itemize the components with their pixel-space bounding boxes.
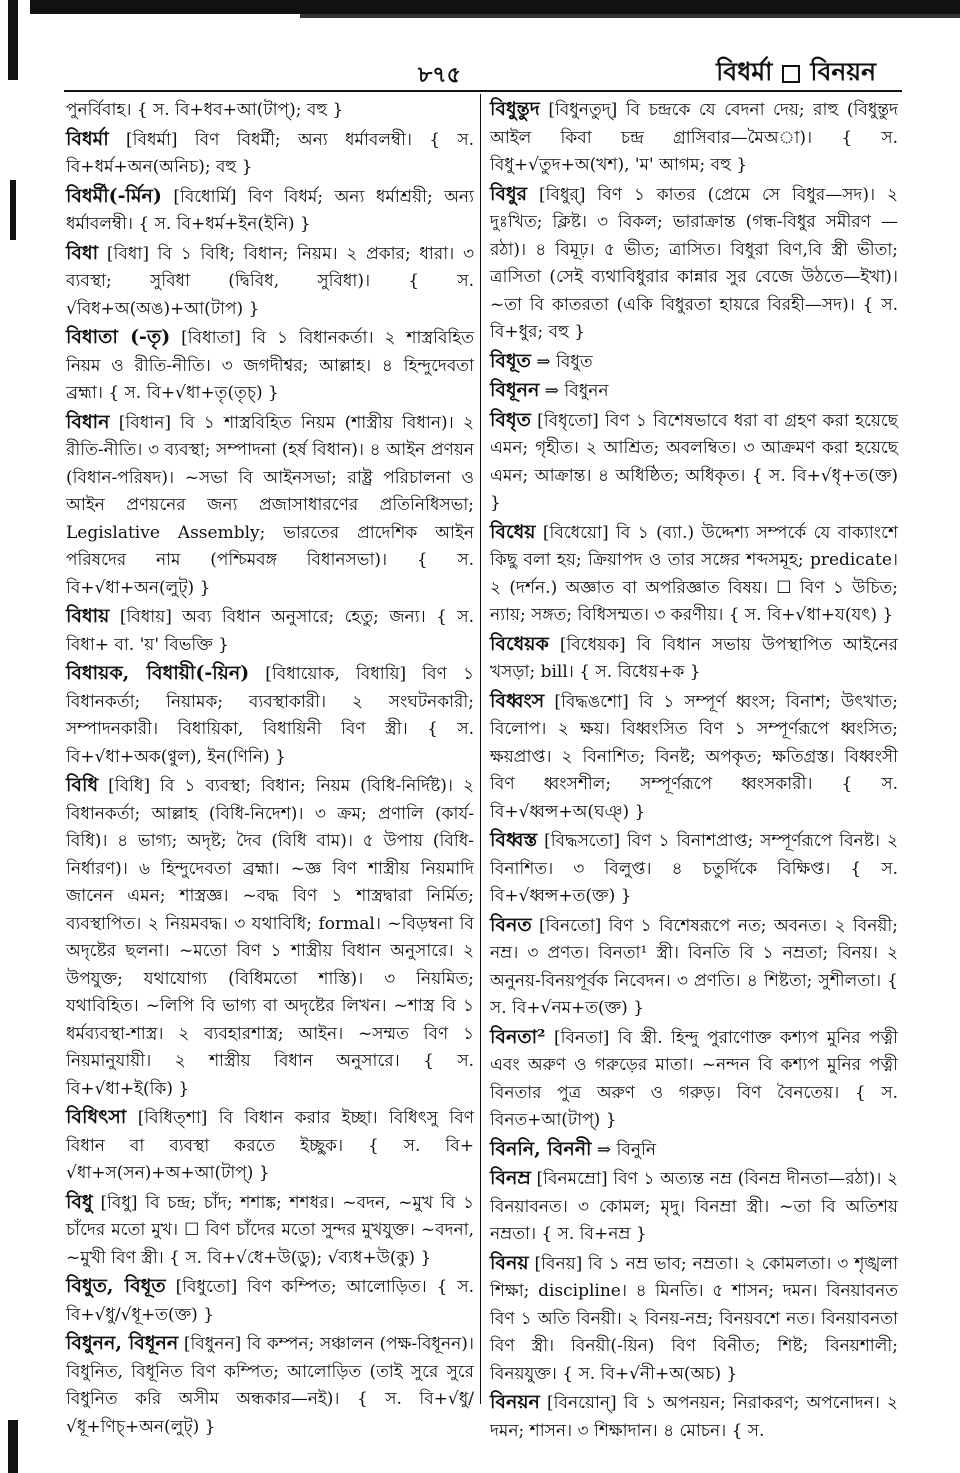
guide-word-first: বিধর্মা <box>716 57 773 86</box>
entry-definition: [বিধু] বি চন্দ্র; চাঁদ; শশাঙ্ক; শশধর। ~বদন, ~মুখ বি ১ চাঁদের মতো মুখ। ☐ বিণ চাঁদের মতো সুন্দর মুখযুক্ত। ~বদনা, ~মুখী বিণ স্ত্রী। { স. বি+√ধে+উ(ডু); √ব্যধ+উ(কু) } <box>66 1192 474 1268</box>
entry-definition: ⇒ বিধুনন <box>544 381 609 401</box>
dictionary-entry <box>490 1024 898 1135</box>
entry-headword: বিধুনন, বিধূনন <box>66 1332 179 1354</box>
column-divider <box>480 94 481 1404</box>
dictionary-entry <box>490 407 898 518</box>
entry-definition: [বিধর্মা] বিণ বিধর্মী; অন্য ধর্মাবলম্বী। { স. বি+ধর্ম+অন(অনিচ); বহু } <box>66 129 474 177</box>
dictionary-entry <box>66 96 474 125</box>
dictionary-entry <box>66 772 474 1103</box>
entry-headword: বিধুত, বিধূত <box>66 1275 166 1297</box>
scan-edge-top <box>30 0 960 14</box>
entry-headword: বিধেয়ক <box>490 632 549 655</box>
entry-headword: বিধায় <box>66 605 110 627</box>
dictionary-entry <box>490 827 898 911</box>
entry-headword: বিধ্বস্ত <box>490 829 538 851</box>
entry-headword: বিধূত <box>490 349 531 372</box>
dictionary-entry <box>66 409 474 603</box>
dictionary-entry <box>66 126 474 182</box>
dictionary-entry <box>66 324 474 408</box>
entry-definition: [বিধৃতো] বিণ ১ বিশেষভাবে ধরা বা গ্রহণ করা হয়েছে এমন; গৃহীত। ২ আশ্রিত; অবলম্বিত। ৩ আক্রমণ করা হয়েছে এমন; আক্রান্ত। ৪ অধিষ্ঠিত; অধিকৃত। { স. বি+√ধৃ+ত(ক্ত) } <box>490 410 898 513</box>
entry-definition: [বিদ্ধঙশো] বি ১ সম্পূর্ণ ধ্বংস; বিনাশ; উৎখাত; বিলোপ। ২ ক্ষয়। বিধ্বংসিত বিণ ১ সম্পূর্ণরূপে ধ্বংসিত; ক্ষয়প্রাপ্ত। ২ বিনাশিত; বিনষ্ট; অপকৃত; ক্ষতিগ্রস্ত। বিধ্বংসী বিণ ধ্বংসশীল; সম্পূর্ণরূপে ধ্বংসকারী। { স. বি+√ধ্বন্স+অ(ঘঞ্) } <box>490 691 898 822</box>
dictionary-entry <box>490 519 898 630</box>
dictionary-entry <box>66 1273 474 1329</box>
dictionary-entry <box>490 377 898 406</box>
spine-shadow <box>10 180 16 240</box>
right-column <box>490 96 898 1446</box>
dictionary-entry <box>66 1330 474 1441</box>
entry-definition: [বিধেয়ক] বি বিধান সভায় উপস্থাপিত আইনের খসড়া; bill। { স. বিধেয়+ক } <box>490 634 898 682</box>
entry-headword: বিধায়ক, বিধায়ী(-য়িন) <box>66 662 250 684</box>
dictionary-entry <box>66 660 474 771</box>
dictionary-entry <box>66 1104 474 1188</box>
entry-definition: [বিধায়] অব্য বিধান অনুসারে; হেতু; জন্য। { স. বিধা+ বা. 'য়' বিভক্তি } <box>66 607 475 655</box>
entry-headword: বিননি, বিননী <box>490 1137 592 1160</box>
entry-headword: বিধর্মী(-র্মিন) <box>66 184 162 207</box>
entry-definition: [বিধুনতুদ্] বি চন্দ্রকে যে বেদনা দেয়; রাহু (বিধুন্তুদ আইল কিবা চন্দ্র গ্রাসিবার—মৈঅা)। { স. বিধু+√তুদ+অ(খশ), 'ম' আগম; বহু } <box>490 100 898 175</box>
entry-definition: পুনর্বিবাহ। { স. বি+ধব+আ(টাপ্); বহু } <box>66 100 344 120</box>
entry-headword: বিনয়ন <box>490 1391 540 1413</box>
entry-headword: বিনত <box>490 913 532 936</box>
dictionary-entry <box>490 1136 898 1165</box>
dictionary-entry <box>490 1165 898 1249</box>
header-rule <box>64 90 902 92</box>
entry-definition: ⇒ বিনুনি <box>596 1139 657 1160</box>
separator-box-icon <box>782 65 800 83</box>
entry-definition: [বিধুর্] বিণ ১ কাতর (প্রেমে সে বিধুর—সদ)। ২ দুঃখিত; ক্লিষ্ট। ৩ বিকল; ভারাক্রান্ত (গন্ধ-বিধুর সমীরণ —রঠা)। ৪ বিমূঢ়। ৫ ভীত; ত্রাসিত। বিধুরা বিণ,বি স্ত্রী ভীতা; ত্রাসিতা (সেই ব্যথাবিধুরার কান্নার সুর বেজে উঠতে—ইখা)। ~তা বি কাতরতা (একি বিধুরতা হায়রে বিরহী—সদ)। { স. বি+ধুর; বহু } <box>490 184 899 342</box>
entry-headword: বিধা <box>66 241 99 264</box>
entry-headword: বিধর্মা <box>66 127 109 150</box>
entry-headword: বিধি <box>66 774 99 796</box>
entry-headword: বিধুন্তুদ <box>490 98 540 120</box>
entry-headword: বিধু <box>66 1190 93 1213</box>
dictionary-entry <box>490 181 898 347</box>
entry-definition: [বিধায়োক, বিধায়ি] বিণ ১ বিধানকর্তা; নিয়ামক; ব্যবস্থাকারী। ২ সংঘটনকারী; সম্পাদনকারী। বিধায়িকা, বিধায়িনী বিণ স্ত্রী। { স. বি+√ধা+অক(ণ্বুল), ইন(ণিনি) } <box>66 664 474 767</box>
entry-definition: [বিধিত্শা] বি বিধান করার ইচ্ছা। বিধিৎসু বিণ বিধান বা ব্যবস্থা করতে ইচ্ছুক। { স. বি+ √ধা+স(সন)+অ+আ(টাপ্) } <box>66 1108 474 1183</box>
dictionary-entry <box>66 1189 474 1273</box>
entry-definition: [বিনতা] বি স্ত্রী. হিন্দু পুরাণোক্ত কশ্যপ মুনির পত্নী এবং অরুণ ও গরুড়ের মাতা। ~নন্দন বি কশ্যপ মুনির পত্নী বিনতার পুত্র অরুণ ও গরুড়। বিণ বৈনতেয়। { স. বিনত+আ(টাপ্) } <box>490 1027 898 1130</box>
entry-definition: [বিধুতো] বিণ কম্পিত; আলোড়িত। { স. বি+√ধু/√ধূ+ত(ক্ত) } <box>66 1277 475 1325</box>
entry-headword: বিধ্বংস <box>490 689 545 712</box>
dictionary-entry <box>66 183 474 239</box>
book-spine <box>0 0 22 1473</box>
entry-definition: [বিনয়োন্] বি ১ অপনয়ন; নিরাকরণ; অপনোদন। ২ দমন; শাসন। ৩ শিক্ষাদান। ৪ মোচন। { স. <box>490 1393 898 1441</box>
guide-word-last: বিনয়ন <box>810 57 876 86</box>
entry-definition: [বিনমম্রো] বিণ ১ অত্যন্ত নম্র (বিনম্র দীনতা—রঠা)। ২ বিনয়াবনত। ৩ কোমল; মৃদু। বিনম্রা স্ত্রী। ~তা বি অতিশয় নম্রতা। { স. বি+নম্র } <box>490 1169 898 1244</box>
entry-definition: [বিধোর্মি] বিণ বিধর্ম; অন্য ধর্মাশ্রয়ী; অন্য ধর্মাবলম্বী। { স. বি+ধর্ম+ইন(ইনি) } <box>66 186 474 234</box>
dictionary-entry <box>66 603 474 659</box>
dictionary-entry <box>490 1389 898 1445</box>
dictionary-entry <box>66 240 474 324</box>
entry-headword: বিনয় <box>490 1251 529 1274</box>
guide-words <box>716 52 876 95</box>
entry-definition: [বিধুনন] বি কম্পন; সঞ্চালন (পক্ষ-বিধূনন)। বিধুনিত, বিধূনিত বিণ কম্পিত; আলোড়িত (তাই সুরে সুরে বিধুনিত করি অসীম অন্ধকার—নই)। { স. বি+√ধু/√ধূ+ণিচ্+অন(লুট্) } <box>66 1334 474 1437</box>
entry-headword: বিধেয় <box>490 520 536 543</box>
entry-headword: বিধাতা (-তৃ) <box>66 326 171 348</box>
entry-definition: ⇒ বিধুত <box>536 351 593 372</box>
page-number: ৮৭৫ <box>418 62 461 88</box>
spine-shadow <box>8 0 18 80</box>
entry-headword: বিধৃত <box>490 408 531 431</box>
left-column <box>66 96 474 1442</box>
entry-definition: [বিনতো] বিণ ১ বিশেষরূপে নত; অবনত। ২ বিনয়ী; নম্র। ৩ প্রণত। বিনতা¹ স্ত্রী। বিনতি বি ১ নম্রতা; বিনয়। ২ অনুনয়-বিনয়পূর্বক নিবেদন। ৩ প্রণতি। ৪ শিষ্টতা; সুশীলতা। { স. বি+√নম+ত(ক্ত) } <box>490 915 898 1018</box>
entry-definition: [বিনয়] বি ১ নম্র ভাব; নম্রতা। ২ কোমলতা। ৩ শৃঙ্খলা শিক্ষা; discipline। ৪ মিনতি। ৫ শাসন; দমন। বিনয়াবনত বিণ ১ অতি বিনয়ী। ২ বিনয়-নম্র; বিনয়বশে নত। বিনয়াবনতা বিণ স্ত্রী। বিনয়ী(-য়িন) বিণ বিনীত; শিষ্ট; বিনয়শালী; বিনয়যুক্ত। { স. বি+√নী+অ(অচ) } <box>490 1253 898 1384</box>
entry-definition: [বিধান] বি ১ শাস্ত্রবিহিত নিয়ম (শাস্ত্রীয় বিধান)। ২ রীতি-নীতি। ৩ ব্যবস্থা; সম্পাদনা (হর্ষ বিধান)। ৪ আইন প্রণয়ন (বিধান-পরিষদ)। ~সভা বি আইনসভা; রাষ্ট্র পরিচালনা ও আইন প্রণয়নের জন্য প্রজাসাধারণের প্রতিনিধিসভা; Legislative Assembly; ভারতের প্রাদেশিক আইন পরিষদের নাম (পশ্চিমবঙ্গ বিধানসভা)। { স. বি+√ধা+অন(লুট্) } <box>66 412 475 598</box>
dictionary-entry <box>490 1250 898 1389</box>
entry-definition: [বিদ্ধসতো] বিণ ১ বিনাশপ্রাপ্ত; সম্পূর্ণরূপে বিনষ্ট। ২ বিনাশিত। ৩ বিলুপ্ত। ৪ চতুর্দিকে বিক্ষিপ্ত। { স. বি+√ধ্বন্স+ত(ক্ত) } <box>490 831 898 906</box>
dictionary-entry <box>490 912 898 1023</box>
spine-shadow <box>8 1420 18 1473</box>
entry-definition: [বিধাতা] বি ১ বিধানকর্তা। ২ শাস্ত্রবিহিত নিয়ম ও রীতি-নীতি। ৩ জগদীশ্বর; আল্লাহ। ৪ হিন্দুদেবতা ব্রহ্মা। { স. বি+√ধা+তৃ(তৃচ্) } <box>66 328 474 403</box>
entry-headword: বিনতা² <box>490 1025 546 1048</box>
entry-headword: বিধিৎসা <box>66 1106 127 1128</box>
dictionary-entry <box>490 688 898 827</box>
dictionary-entry <box>490 96 898 180</box>
dictionary-entry <box>490 631 898 687</box>
entry-definition: [বিধেয়ো] বি ১ (ব্যা.) উদ্দেশ্য সম্পর্কে যে বাক্যাংশে কিছু বলা হয়; ক্রিয়াপদ ও তার সঙ্গের শব্দসমূহ; predicate। ২ (দর্শন.) অজ্ঞাত বা অপরিজ্ঞাত বিষয়। ☐ বিণ ১ উচিত; ন্যায়; সঙ্গত; বিধিসম্মত। ৩ করণীয়। { স. বি+√ধা+য(যৎ) } <box>490 522 898 625</box>
entry-definition: [বিধি] বি ১ ব্যবস্থা; বিধান; নিয়ম (বিধি-নির্দিষ্ট)। ২ বিধানকর্তা; আল্লাহ (বিধি-নিদেশ)। ৩ ক্রম; প্রণালি (কার্য-বিধি)। ৪ ভাগ্য; অদৃষ্ট; দৈব (বিধি বাম)। ৫ উপায় (বিধি-নির্ধারণ)। ৬ হিন্দুদেবতা ব্রহ্মা। ~জ্ঞ বিণ শাস্ত্রীয় নিয়মাদি জানেন এমন; শাস্ত্রজ্ঞ। ~বদ্ধ বিণ ১ শাস্ত্রদ্বারা নির্মিত; ব্যবস্থাপিত। ২ নিয়মবদ্ধ। ৩ যথাবিধি; formal। ~বিড়ম্বনা বি অদৃষ্টের ছলনা। ~মতো বিণ ১ শাস্ত্রীয় বিধান অনুসারে। ২ উপযুক্ত; যথাযোগ্য (বিধিমতো শাস্তি)। ৩ নিয়মিত; যথাবিহিত। ~লিপি বি ভাগ্য বা অদৃষ্টের লিখন। ~শাস্ত্র বি ১ ধর্মব্যবস্থা-শাস্ত্র। ২ ব্যবহারশাস্ত্র; আইন। ~সম্মত বিণ ১ নিয়মানুযায়ী। ২ শাস্ত্রীয় বিধান অনুসারে। { স. বি+√ধা+ই(কি) } <box>66 776 475 1099</box>
dictionary-entry <box>490 348 898 377</box>
entry-headword: বিনম্র <box>490 1167 531 1189</box>
scan-edge-top-inner <box>300 14 960 18</box>
entry-headword: বিধান <box>66 410 110 433</box>
entry-definition: [বিধা] বি ১ বিধি; বিধান; নিয়ম। ২ প্রকার; ধারা। ৩ ব্যবস্থা; সুবিধা (দ্বিবিধ, সুবিধা)। { স. √বিধ+অ(অঙ)+আ(টাপ) } <box>66 243 475 319</box>
entry-headword: বিধুর <box>490 182 528 205</box>
entry-headword: বিধূনন <box>490 379 540 401</box>
